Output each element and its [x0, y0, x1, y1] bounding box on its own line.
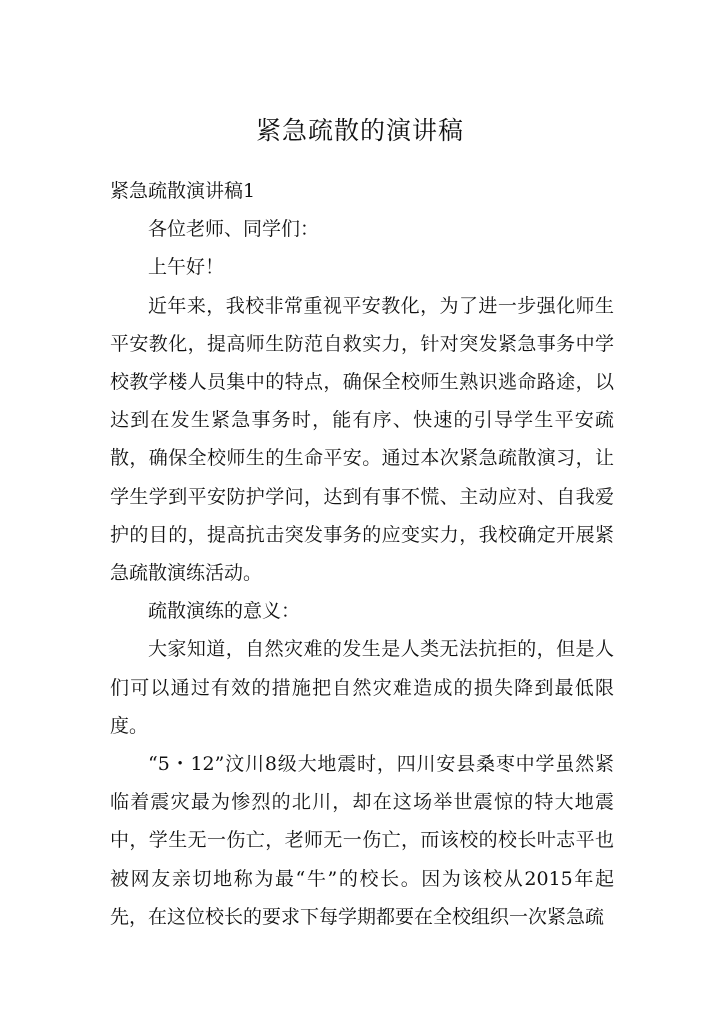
subheading: 疏散演练的意义：: [148, 600, 301, 623]
body-paragraph: 大家知道，自然灾难的发生是人类无法抗拒的，但是人们可以通过有效的措施把自然灾难造成的损失降到最低限度。: [110, 638, 614, 737]
body-paragraph: “5・12”汶川8级大地震时，四川安县桑枣中学虽然紧临着震灾最为惨烈的北川，却在这场举世震惊的特大地震中，学生无一伤亡，老师无一伤亡，而该校的校长叶志平也被网友亲切地称为最“牛”的校长。因为该校从2015年起先，在这位校长的要求下每学期都要在全校组织一次紧急疏: [110, 753, 614, 928]
body-paragraph: 近年来，我校非常重视平安教化，为了进一步强化师生平安教化，提高师生防范自救实力，针对突发紧急事务中学校教学楼人员集中的特点，确保全校师生熟识逃命路途，以达到在发生紧急事务时，能有序、快速的引导学生平安疏散，确保全校师生的生命平安。通过本次紧急疏散演习，让学生学到平安防护学问，达到有事不慌、主动应对、自我爱护的目的，提高抗击突发事务的应变实力，我校确定开展紧急疏散演练活动。: [110, 294, 614, 585]
document-title: 紧急疏散的演讲稿: [255, 116, 464, 145]
section-heading: 紧急疏散演讲稿1: [110, 180, 256, 202]
salutation: 各位老师、同学们：: [148, 218, 320, 241]
greeting: 上午好！: [148, 256, 225, 279]
document-body: [110, 172, 614, 936]
